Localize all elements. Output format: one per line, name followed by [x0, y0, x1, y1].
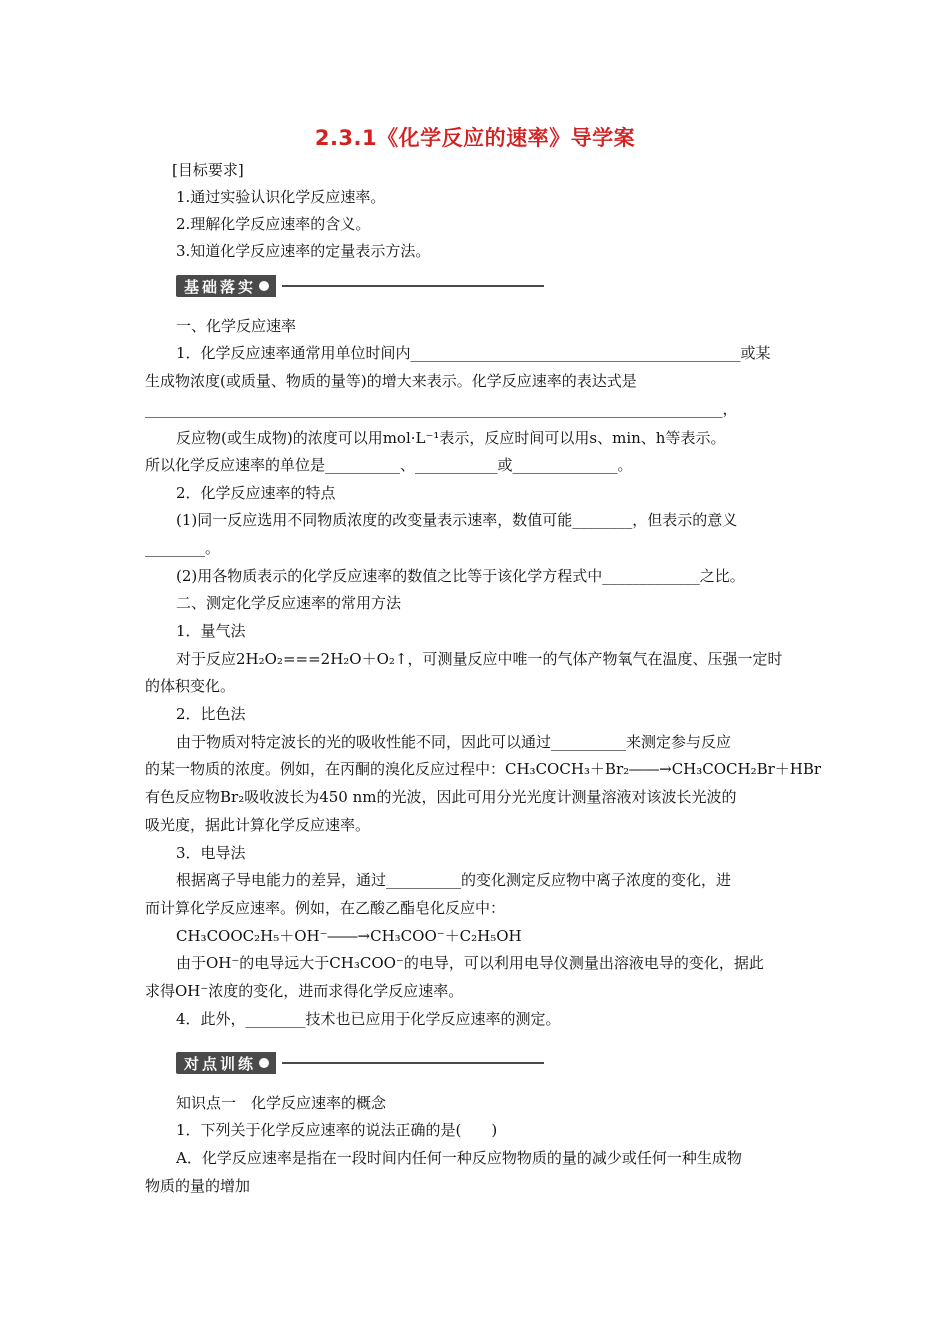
- banner-label-box: [176, 1052, 276, 1074]
- goal-item: 1.通过实验认识化学反应速率。: [176, 188, 386, 206]
- text-line: 1．化学反应速率通常用单位时间内____________________________________________或某: [176, 344, 771, 362]
- bullet-dot-icon: [259, 1058, 269, 1068]
- text-line: 根据离子导电能力的差异，通过__________的变化测定反应物中离子浓度的变化，进: [176, 871, 732, 889]
- banner-rule: [282, 1062, 544, 1064]
- subsection-heading: 2．化学反应速率的特点: [176, 484, 336, 502]
- text-line: 4．此外，________技术也已应用于化学反应速率的测定。: [176, 1010, 561, 1028]
- text-line: 而计算化学反应速率。例如，在乙酸乙酯皂化反应中：: [145, 899, 506, 917]
- equation-line: CH₃COOC₂H₅＋OH⁻――→CH₃COO⁻＋C₂H₅OH: [176, 927, 522, 945]
- section-banner-basics: [176, 275, 544, 297]
- banner-label: 对点训练: [184, 1054, 257, 1073]
- question-stem: 1．下列关于化学反应速率的说法正确的是( ): [176, 1121, 498, 1139]
- answer-option-cont: 物质的量的增加: [145, 1177, 251, 1195]
- section-heading: 一、化学反应速率: [176, 317, 297, 335]
- goals-header: [目标要求]: [172, 161, 244, 179]
- text-line: 对于反应2H₂O₂===2H₂O＋O₂↑，可测量反应中唯一的气体产物氧气在温度、压强一定时: [176, 650, 783, 668]
- text-line: 求得OH⁻浓度的变化，进而求得化学反应速率。: [145, 982, 464, 1000]
- section-heading: 二、测定化学反应速率的常用方法: [176, 594, 402, 612]
- text-line: 由于物质对特定波长的光的吸收性能不同，因此可以通过__________来测定参与反应: [176, 733, 732, 751]
- section-banner-practice: [176, 1052, 544, 1074]
- subsection-heading: 3．电导法: [176, 844, 246, 862]
- text-line: 所以化学反应速率的单位是__________、___________或______________。: [145, 456, 633, 474]
- answer-option: A．化学反应速率是指在一段时间内任何一种反应物物质的量的减少或任何一种生成物: [176, 1149, 742, 1167]
- text-line: 的体积变化。: [145, 677, 236, 695]
- text-line: 反应物(或生成物)的浓度可以用mol·L⁻¹表示，反应时间可以用s、min、h等表示。: [176, 429, 726, 447]
- subsection-heading: 1．量气法: [176, 622, 246, 640]
- subsection-heading: 2．比色法: [176, 705, 246, 723]
- document-title: 2.3.1《化学反应的速率》导学案: [314, 126, 636, 150]
- text-line: 有色反应物Br₂吸收波长为450 nm的光波，因此可用分光光度计测量溶液对该波长光波的: [145, 788, 737, 806]
- text-line: ________。: [145, 539, 221, 557]
- knowledge-point-heading: 知识点一 化学反应速率的概念: [176, 1094, 387, 1112]
- goal-item: 3.知道化学反应速率的定量表示方法。: [176, 242, 431, 260]
- text-line: 的某一物质的浓度。例如，在丙酮的溴化反应过程中：CH₃COCH₃＋Br₂――→CH₃COCH₂Br＋HBr: [145, 760, 822, 778]
- bullet-dot-icon: [259, 281, 269, 291]
- blank-line: _____________________________________________________________________________，: [145, 400, 738, 418]
- text-line: (1)同一反应选用不同物质浓度的改变量表示速率，数值可能________，但表示的意义: [176, 511, 738, 529]
- banner-label-box: [176, 275, 276, 297]
- goal-item: 2.理解化学反应速率的含义。: [176, 215, 371, 233]
- text-line: (2)用各物质表示的化学反应速率的数值之比等于该化学方程式中_____________之比。: [176, 567, 745, 585]
- banner-label: 基础落实: [184, 277, 257, 296]
- text-line: 生成物浓度(或质量、物质的量等)的增大来表示。化学反应速率的表达式是: [145, 372, 637, 390]
- text-line: 吸光度，据此计算化学反应速率。: [145, 816, 371, 834]
- banner-rule: [282, 285, 544, 287]
- text-line: 由于OH⁻的电导远大于CH₃COO⁻的电导，可以利用电导仪测量出溶液电导的变化，据此: [176, 954, 764, 972]
